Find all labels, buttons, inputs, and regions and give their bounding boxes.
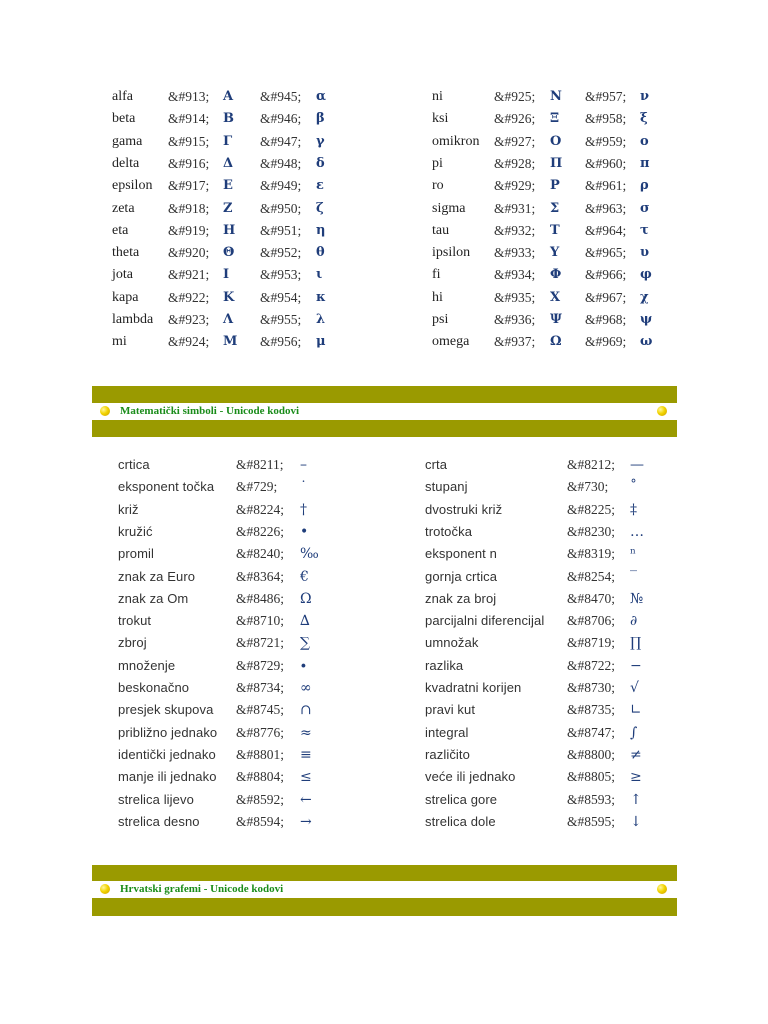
symbol-code: &#8470; xyxy=(567,590,616,606)
symbol-name: približno jednako xyxy=(118,724,218,740)
symbol-glyph: ˙ xyxy=(300,479,307,496)
letter-name: pi xyxy=(432,155,443,171)
croatian-section-header xyxy=(92,881,677,898)
uppercase-code: &#932; xyxy=(494,222,536,238)
symbol-name: manje ili jednako xyxy=(118,769,217,785)
symbol-glyph: − xyxy=(630,657,642,674)
lowercase-code: &#968; xyxy=(585,312,627,327)
lowercase-letter: θ xyxy=(316,245,325,261)
lowercase-code: &#958; xyxy=(585,111,627,127)
table-row xyxy=(0,287,768,309)
symbol-name: eksponent n xyxy=(425,546,497,562)
symbol-name: umnožak xyxy=(425,635,479,651)
symbol-glyph: ⁿ xyxy=(630,546,637,563)
letter-name: kapa xyxy=(112,289,139,305)
table-row xyxy=(0,175,768,197)
uppercase-code: &#927; xyxy=(494,133,536,149)
uppercase-letter: Ε xyxy=(223,178,233,194)
lowercase-letter: ν xyxy=(640,89,650,104)
symbol-code: &#8722; xyxy=(567,657,616,673)
uppercase-code: &#934; xyxy=(494,267,536,283)
table-row xyxy=(0,242,768,264)
symbol-glyph: √ xyxy=(630,680,639,696)
symbol-glyph: ∙ xyxy=(300,657,307,674)
math-section-band-bottom xyxy=(92,420,677,437)
uppercase-letter: Σ xyxy=(550,200,560,216)
symbol-name: pravi kut xyxy=(425,702,476,718)
symbol-glyph: № xyxy=(630,590,644,607)
uppercase-code: &#915; xyxy=(168,133,210,149)
lowercase-letter: ζ xyxy=(316,200,324,216)
lowercase-letter: ο xyxy=(640,133,649,149)
table-row xyxy=(0,744,768,766)
uppercase-letter: Ρ xyxy=(550,178,560,194)
letter-name: hi xyxy=(432,289,443,305)
symbol-glyph: € xyxy=(300,568,309,585)
lowercase-code: &#946; xyxy=(260,111,302,127)
symbol-name: trotočka xyxy=(425,523,473,539)
table-row xyxy=(0,108,768,130)
symbol-name: kvadratni korijen xyxy=(425,680,522,695)
symbol-code: &#8254; xyxy=(567,568,616,584)
symbol-code: &#8734; xyxy=(236,680,285,695)
table-row xyxy=(0,632,768,654)
symbol-glyph: ‰ xyxy=(300,546,319,563)
uppercase-code: &#925; xyxy=(494,89,536,104)
symbol-code: &#8776; xyxy=(236,724,285,740)
symbol-name: različito xyxy=(425,746,470,762)
uppercase-letter: Π xyxy=(550,155,563,171)
symbol-name: znak za Om xyxy=(118,590,189,606)
symbol-glyph: ∟ xyxy=(630,702,642,719)
table-row xyxy=(0,476,768,498)
uppercase-code: &#924; xyxy=(168,334,210,350)
uppercase-letter: Χ xyxy=(550,289,561,305)
symbol-code: &#8710; xyxy=(236,613,285,629)
symbol-name: crtica xyxy=(118,457,150,472)
symbol-code: &#8230; xyxy=(567,523,616,539)
symbol-glyph: ≤ xyxy=(300,769,312,786)
lowercase-code: &#967; xyxy=(585,289,627,305)
symbol-name: kružić xyxy=(118,523,153,539)
uppercase-letter: Φ xyxy=(550,267,562,283)
symbol-glyph: ˚ xyxy=(630,479,637,496)
lowercase-code: &#961; xyxy=(585,178,627,194)
uppercase-letter: Α xyxy=(223,89,234,104)
uppercase-letter: Κ xyxy=(223,289,235,305)
table-row xyxy=(0,521,768,543)
uppercase-letter: Μ xyxy=(223,334,238,350)
symbol-code: &#8226; xyxy=(236,523,285,539)
symbol-code: &#8224; xyxy=(236,501,285,517)
uppercase-letter: Ν xyxy=(550,89,562,104)
symbol-name: znak za broj xyxy=(425,590,497,606)
table-row xyxy=(0,198,768,220)
symbol-name: veće ili jednako xyxy=(425,769,516,785)
symbol-glyph: ∂ xyxy=(630,613,638,630)
lowercase-code: &#949; xyxy=(260,178,302,194)
lowercase-letter: ε xyxy=(316,178,324,194)
table-row xyxy=(0,610,768,632)
uppercase-code: &#918; xyxy=(168,200,210,216)
table-row xyxy=(0,309,768,331)
lowercase-code: &#965; xyxy=(585,245,627,261)
symbol-glyph: ≡ xyxy=(300,746,312,763)
symbol-glyph: ↓ xyxy=(630,813,642,830)
uppercase-code: &#923; xyxy=(168,312,210,327)
uppercase-code: &#913; xyxy=(168,89,210,104)
symbol-name: presjek skupova xyxy=(118,702,214,718)
lowercase-letter: ι xyxy=(316,267,323,283)
lowercase-letter: υ xyxy=(640,245,650,261)
letter-name: ni xyxy=(432,89,443,104)
table-row xyxy=(0,811,768,833)
lowercase-code: &#956; xyxy=(260,334,302,350)
symbol-code: &#8225; xyxy=(567,501,616,517)
letter-name: ro xyxy=(432,178,444,194)
math-section-band-top xyxy=(92,386,677,403)
symbol-code: &#8595; xyxy=(567,813,616,829)
letter-name: gama xyxy=(112,133,143,149)
letter-name: ksi xyxy=(432,111,449,127)
symbol-glyph: • xyxy=(300,523,309,540)
symbol-glyph: → xyxy=(300,813,312,830)
lowercase-code: &#952; xyxy=(260,245,302,261)
lowercase-code: &#969; xyxy=(585,334,627,350)
lowercase-code: &#964; xyxy=(585,222,627,238)
symbol-code: &#8804; xyxy=(236,769,285,785)
letter-name: omikron xyxy=(432,133,480,149)
symbol-name: strelica desno xyxy=(118,813,200,829)
croatian-section-band-top xyxy=(92,865,677,881)
symbol-glyph: † xyxy=(300,501,307,518)
lowercase-code: &#955; xyxy=(260,312,302,327)
table-row xyxy=(0,588,768,610)
symbol-code: &#8592; xyxy=(236,791,285,807)
table-row xyxy=(0,543,768,565)
bullet-left-icon xyxy=(100,884,110,894)
lowercase-letter: π xyxy=(640,155,650,171)
table-row xyxy=(0,264,768,286)
letter-name: theta xyxy=(112,245,140,261)
uppercase-code: &#931; xyxy=(494,200,536,216)
bullet-left-icon xyxy=(100,406,110,416)
symbol-glyph: ≈ xyxy=(300,724,312,741)
croatian-section-title: Hrvatski grafemi - Unicode kodovi xyxy=(120,883,284,895)
letter-name: lambda xyxy=(112,312,154,327)
uppercase-letter: Η xyxy=(223,222,236,238)
symbol-code: &#8486; xyxy=(236,590,285,606)
uppercase-code: &#929; xyxy=(494,178,536,194)
uppercase-letter: Ω xyxy=(550,334,562,350)
symbol-name: gornja crtica xyxy=(425,568,498,584)
uppercase-letter: Τ xyxy=(550,222,560,238)
table-row xyxy=(0,789,768,811)
letter-name: delta xyxy=(112,155,140,171)
symbol-code: &#8730; xyxy=(567,680,616,695)
lowercase-code: &#950; xyxy=(260,200,302,216)
uppercase-letter: Δ xyxy=(223,155,234,171)
uppercase-code: &#926; xyxy=(494,111,536,127)
symbol-glyph: ∩ xyxy=(300,702,312,719)
symbol-code: &#8319; xyxy=(567,546,616,562)
uppercase-letter: Υ xyxy=(550,245,560,261)
lowercase-code: &#953; xyxy=(260,267,302,283)
symbol-name: znak za Euro xyxy=(118,568,196,584)
uppercase-code: &#914; xyxy=(168,111,210,127)
letter-name: eta xyxy=(112,222,129,238)
symbol-code: &#729; xyxy=(236,479,278,495)
symbol-name: zbroj xyxy=(118,635,147,651)
lowercase-letter: ξ xyxy=(640,111,648,127)
symbol-name: razlika xyxy=(425,657,464,673)
symbol-code: &#8729; xyxy=(236,657,285,673)
symbol-glyph: — xyxy=(630,457,644,473)
table-row xyxy=(0,153,768,175)
symbol-name: beskonačno xyxy=(118,680,190,695)
lowercase-letter: β xyxy=(316,111,325,127)
lowercase-letter: ρ xyxy=(640,178,649,194)
symbol-code: &#8735; xyxy=(567,702,616,718)
symbol-glyph: ‾ xyxy=(630,568,637,585)
lowercase-code: &#945; xyxy=(260,89,302,104)
uppercase-code: &#936; xyxy=(494,312,536,327)
lowercase-code: &#960; xyxy=(585,155,627,171)
symbol-glyph: ∆ xyxy=(300,613,310,630)
letter-name: mi xyxy=(112,334,127,350)
bullet-right-icon xyxy=(657,884,667,894)
uppercase-code: &#921; xyxy=(168,267,210,283)
lowercase-letter: η xyxy=(316,222,326,238)
math-section-header xyxy=(92,403,677,420)
symbol-code: &#8719; xyxy=(567,635,616,651)
letter-name: beta xyxy=(112,111,136,127)
table-row xyxy=(0,86,768,108)
math-section-title: Matematički simboli - Unicode kodovi xyxy=(120,405,300,417)
symbol-glyph: ← xyxy=(300,791,312,808)
symbol-name: parcijalni diferencijal xyxy=(425,613,545,629)
symbol-code: &#8747; xyxy=(567,724,616,740)
symbol-code: &#8745; xyxy=(236,702,285,718)
lowercase-code: &#957; xyxy=(585,89,627,104)
letter-name: jota xyxy=(112,267,133,283)
letter-name: omega xyxy=(432,334,470,350)
lowercase-letter: μ xyxy=(316,334,326,350)
symbol-code: &#8805; xyxy=(567,769,616,785)
letter-name: tau xyxy=(432,222,450,238)
lowercase-code: &#948; xyxy=(260,155,302,171)
uppercase-letter: Ψ xyxy=(550,312,562,327)
symbol-code: &#8800; xyxy=(567,746,616,762)
lowercase-code: &#959; xyxy=(585,133,627,149)
symbol-name: strelica lijevo xyxy=(118,791,194,807)
uppercase-code: &#935; xyxy=(494,289,536,305)
symbol-code: &#8364; xyxy=(236,568,285,584)
table-row xyxy=(0,454,768,476)
lowercase-code: &#954; xyxy=(260,289,302,305)
uppercase-letter: Ζ xyxy=(223,200,233,216)
lowercase-letter: κ xyxy=(316,289,326,305)
symbol-name: trokut xyxy=(118,613,152,629)
lowercase-letter: σ xyxy=(640,200,650,216)
uppercase-code: &#933; xyxy=(494,245,536,261)
symbol-glyph: ≥ xyxy=(630,769,642,786)
symbol-name: množenje xyxy=(118,657,176,673)
symbol-name: stupanj xyxy=(425,479,468,495)
bullet-right-icon xyxy=(657,406,667,416)
symbol-glyph: ≠ xyxy=(630,746,642,763)
symbol-code: &#730; xyxy=(567,479,609,495)
letter-name: fi xyxy=(432,267,441,283)
table-row xyxy=(0,331,768,353)
letter-name: psi xyxy=(432,312,449,327)
letter-name: alfa xyxy=(112,89,133,104)
symbol-name: promil xyxy=(118,546,154,562)
uppercase-letter: Ο xyxy=(550,133,562,149)
uppercase-letter: Γ xyxy=(223,133,233,149)
lowercase-letter: ω xyxy=(640,334,653,350)
symbol-glyph: ∏ xyxy=(630,635,642,652)
letter-name: sigma xyxy=(432,200,466,216)
lowercase-letter: τ xyxy=(640,222,649,238)
symbol-name: integral xyxy=(425,724,469,740)
symbol-code: &#8721; xyxy=(236,635,285,651)
lowercase-letter: γ xyxy=(316,133,325,149)
symbol-glyph: Ω xyxy=(300,590,312,607)
symbol-name: identički jednako xyxy=(118,746,216,762)
uppercase-letter: Λ xyxy=(223,312,234,327)
lowercase-code: &#966; xyxy=(585,267,627,283)
symbol-code: &#8706; xyxy=(567,613,616,629)
uppercase-code: &#920; xyxy=(168,245,210,261)
symbol-name: dvostruki križ xyxy=(425,501,503,517)
symbol-code: &#8593; xyxy=(567,791,616,807)
letter-name: ipsilon xyxy=(432,245,471,261)
symbol-glyph: … xyxy=(630,523,644,540)
table-row xyxy=(0,699,768,721)
uppercase-letter: Β xyxy=(223,111,234,127)
lowercase-code: &#963; xyxy=(585,200,627,216)
symbol-code: &#8594; xyxy=(236,813,285,829)
uppercase-letter: Θ xyxy=(223,245,235,261)
symbol-name: strelica gore xyxy=(425,791,498,807)
lowercase-code: &#951; xyxy=(260,222,302,238)
symbol-code: &#8212; xyxy=(567,457,616,472)
uppercase-code: &#916; xyxy=(168,155,210,171)
uppercase-code: &#937; xyxy=(494,334,536,350)
uppercase-code: &#919; xyxy=(168,222,210,238)
uppercase-code: &#922; xyxy=(168,289,210,305)
uppercase-letter: Ξ xyxy=(550,111,560,127)
symbol-name: križ xyxy=(118,501,139,517)
lowercase-letter: δ xyxy=(316,155,325,171)
table-row xyxy=(0,220,768,242)
lowercase-letter: φ xyxy=(640,267,652,283)
lowercase-letter: χ xyxy=(640,289,649,305)
lowercase-letter: α xyxy=(316,89,327,104)
symbol-glyph: ∞ xyxy=(300,680,312,696)
table-row xyxy=(0,655,768,677)
lowercase-code: &#947; xyxy=(260,133,302,149)
symbol-glyph: ‡ xyxy=(630,501,637,518)
symbol-code: &#8801; xyxy=(236,746,285,762)
table-row xyxy=(0,499,768,521)
table-row xyxy=(0,677,768,699)
lowercase-letter: ψ xyxy=(640,312,653,327)
croatian-section-band-bottom xyxy=(92,898,677,916)
symbol-glyph: ↑ xyxy=(630,791,642,808)
symbol-name: strelica dole xyxy=(425,813,496,829)
symbol-code: &#8211; xyxy=(236,457,284,472)
table-row xyxy=(0,722,768,744)
letter-name: epsilon xyxy=(112,178,153,194)
symbol-name: crta xyxy=(425,457,448,472)
uppercase-code: &#917; xyxy=(168,178,210,194)
uppercase-code: &#928; xyxy=(494,155,536,171)
table-row xyxy=(0,566,768,588)
lowercase-letter: λ xyxy=(316,312,326,327)
symbol-glyph: – xyxy=(300,457,307,473)
uppercase-letter: Ι xyxy=(223,267,230,283)
symbol-glyph: ∑ xyxy=(300,635,310,652)
symbol-code: &#8240; xyxy=(236,546,285,562)
letter-name: zeta xyxy=(112,200,135,216)
symbol-glyph: ∫ xyxy=(630,724,638,741)
symbol-name: eksponent točka xyxy=(118,479,215,495)
table-row xyxy=(0,766,768,788)
table-row xyxy=(0,131,768,153)
